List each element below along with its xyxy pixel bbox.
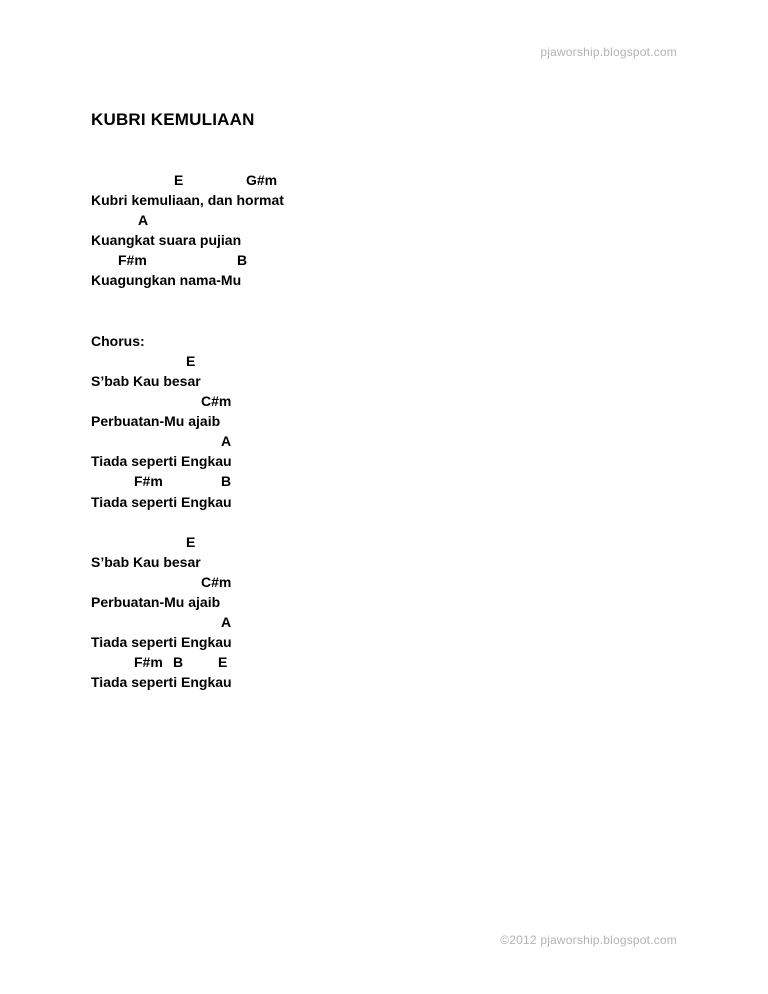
chord: F#m bbox=[118, 252, 147, 269]
lyric-line bbox=[91, 411, 691, 431]
footer-copyright: ©2012 pjaworship.blogspot.com bbox=[500, 933, 677, 947]
chord-line bbox=[91, 351, 691, 371]
lyric: Tiada seperti Engkau bbox=[91, 453, 232, 470]
chord-line bbox=[91, 532, 691, 552]
chord-line bbox=[91, 170, 691, 190]
chord: A bbox=[138, 212, 149, 229]
chord: E bbox=[174, 172, 184, 188]
chord: B bbox=[237, 252, 248, 269]
chord: C#m bbox=[201, 573, 232, 590]
lyric-line bbox=[91, 230, 691, 250]
lyric: Kuangkat suara pujian bbox=[91, 232, 242, 249]
chord-line bbox=[91, 652, 691, 672]
chord: F#m bbox=[134, 473, 163, 490]
lyric-line bbox=[91, 451, 691, 471]
song-title: KUBRI KEMULIAAN bbox=[91, 110, 255, 129]
chord: G#m bbox=[246, 172, 278, 188]
lyric: S’bab Kau besar bbox=[91, 553, 201, 570]
chord: E bbox=[186, 352, 196, 369]
lyric: Perbuatan-Mu ajaib bbox=[91, 593, 221, 610]
chord-line bbox=[91, 612, 691, 632]
chord: B bbox=[173, 654, 184, 671]
chord: C#m bbox=[201, 393, 232, 410]
lyric-line bbox=[91, 190, 691, 210]
header-url: pjaworship.blogspot.com bbox=[540, 45, 677, 59]
spacer bbox=[91, 512, 691, 532]
lyric-line bbox=[91, 632, 691, 652]
chord-line bbox=[91, 572, 691, 592]
chord-line bbox=[91, 431, 691, 451]
chord: A bbox=[221, 614, 232, 631]
lyric-line bbox=[91, 492, 691, 512]
lyric-line bbox=[91, 371, 691, 391]
chorus-label-line bbox=[91, 331, 691, 351]
lyric: Perbuatan-Mu ajaib bbox=[91, 413, 221, 430]
chord-line bbox=[91, 471, 691, 491]
lyric: Tiada seperti Engkau bbox=[91, 674, 232, 691]
lyric-line bbox=[91, 552, 691, 572]
lyric-line bbox=[91, 592, 691, 612]
lyric-line bbox=[91, 270, 691, 290]
lyric: Tiada seperti Engkau bbox=[91, 634, 232, 651]
chord-line bbox=[91, 391, 691, 411]
lyric: Kuagungkan nama-Mu bbox=[91, 272, 242, 289]
lyric-line bbox=[91, 672, 691, 692]
chord: F#m bbox=[134, 654, 163, 671]
chord: A bbox=[221, 433, 232, 450]
chord-line bbox=[91, 250, 691, 270]
chord-line bbox=[91, 210, 691, 230]
chord: B bbox=[221, 473, 232, 490]
chord: E bbox=[186, 533, 196, 550]
spacer bbox=[91, 311, 691, 331]
lyric: Kubri kemuliaan, dan hormat bbox=[91, 192, 284, 209]
song-body bbox=[91, 170, 691, 692]
chorus-label: Chorus: bbox=[91, 332, 145, 349]
lyric: Tiada seperti Engkau bbox=[91, 493, 232, 510]
spacer bbox=[91, 291, 691, 311]
chord: E bbox=[218, 654, 228, 671]
lyric: S’bab Kau besar bbox=[91, 372, 201, 389]
